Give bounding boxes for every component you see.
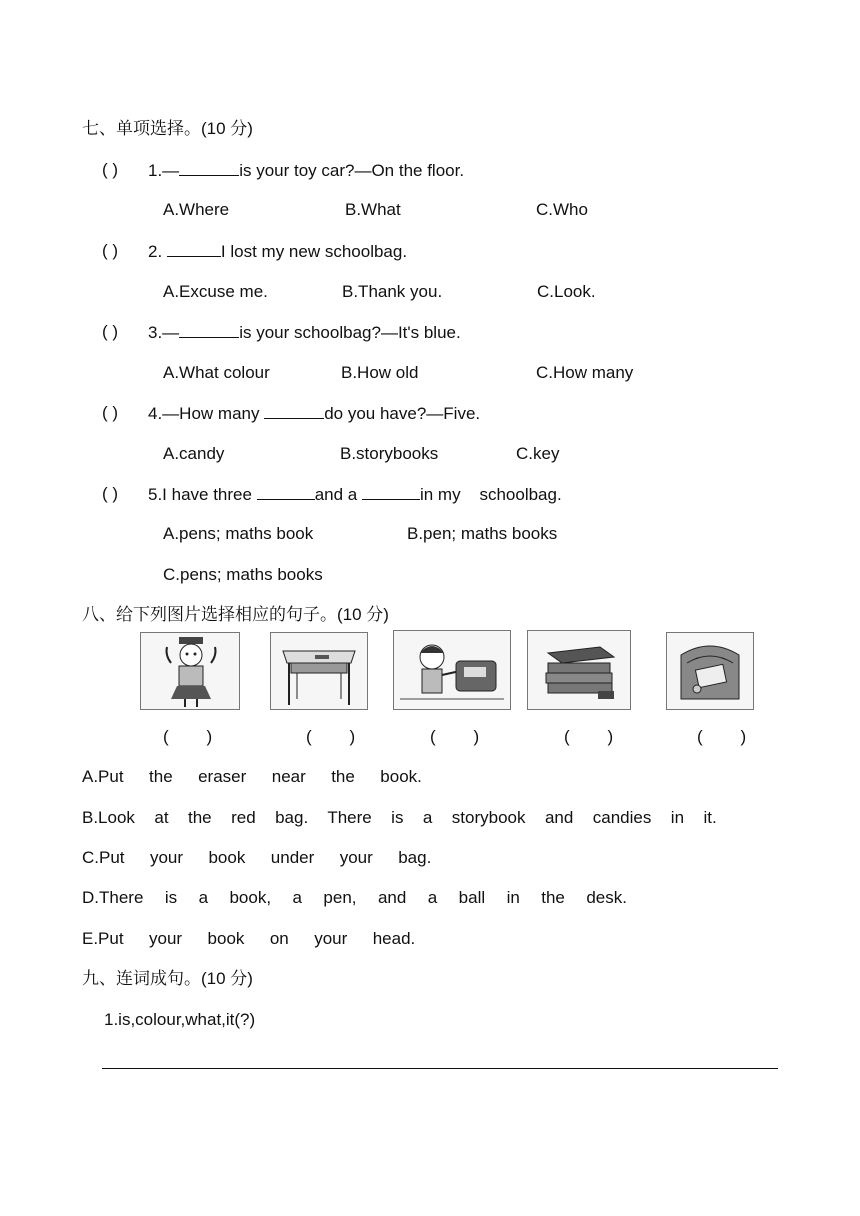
q2-option-b: B.Thank you. xyxy=(342,282,443,301)
question-2 xyxy=(148,240,407,263)
question-5-tail: in my schoolbag. xyxy=(419,485,562,504)
q5-option-a: A.pens; maths book xyxy=(163,524,314,543)
stack-of-books-icon xyxy=(527,630,631,710)
image-2-answer-paren: ( ) xyxy=(306,727,356,746)
blank xyxy=(362,483,420,500)
q4-option-b: B.storybooks xyxy=(340,444,439,463)
question-4 xyxy=(148,402,480,425)
question-3-tail: is your schoolbag?—It's blue. xyxy=(239,323,461,342)
blank xyxy=(257,483,315,500)
blank xyxy=(167,240,221,257)
question-1-tail: is your toy car?—On the floor. xyxy=(239,161,465,180)
girl-with-bag-icon xyxy=(393,630,511,710)
blank xyxy=(264,402,324,419)
image-1-answer-paren: ( ) xyxy=(163,727,213,746)
girl-with-book-on-head-icon xyxy=(140,632,240,710)
answer-paren-q4: ( ) xyxy=(102,403,119,422)
answer-line[interactable] xyxy=(102,1068,778,1069)
q5-option-b: B.pen; maths books xyxy=(407,524,558,543)
q1-option-c: C.Who xyxy=(536,200,588,219)
answer-paren-q1: ( ) xyxy=(102,160,119,179)
q1-option-a: A.Where xyxy=(163,200,230,219)
q2-option-c: C.Look. xyxy=(537,282,596,301)
blank xyxy=(179,159,239,176)
desk-icon xyxy=(270,632,368,710)
q3-option-b: B.How old xyxy=(341,363,419,382)
q5-option-c: C.pens; maths books xyxy=(163,565,323,584)
sentence-e: E.Put your book on your head. xyxy=(82,929,416,948)
section-8-title: 八、给下列图片选择相应的句子。(10 分) xyxy=(82,605,389,624)
q3-option-c: C.How many xyxy=(536,363,634,382)
image-4-answer-paren: ( ) xyxy=(564,727,614,746)
question-5-middle: and a xyxy=(314,485,362,504)
answer-paren-q3: ( ) xyxy=(102,322,119,341)
question-3-lead: 3.— xyxy=(148,323,180,342)
question-1 xyxy=(148,159,464,182)
q2-option-a: A.Excuse me. xyxy=(163,282,268,301)
question-5 xyxy=(148,483,562,506)
section-7-title: 七、单项选择。(10 分) xyxy=(82,119,253,138)
sentence-b: B.Look at the red bag. There is a storybook and candies in it. xyxy=(82,808,717,827)
image-3-answer-paren: ( ) xyxy=(430,727,480,746)
blank xyxy=(179,321,239,338)
open-schoolbag-icon xyxy=(666,632,754,710)
q4-option-a: A.candy xyxy=(163,444,225,463)
answer-paren-q2: ( ) xyxy=(102,241,119,260)
word-order-item-1: 1.is,colour,what,it(?) xyxy=(104,1010,256,1029)
sentence-a: A.Put the eraser near the book. xyxy=(82,767,422,786)
image-5-answer-paren: ( ) xyxy=(697,727,747,746)
question-4-lead: 4.—How many xyxy=(148,404,265,423)
q1-option-b: B.What xyxy=(345,200,401,219)
sentence-d: D.There is a book, a pen, and a ball in the desk. xyxy=(82,888,627,907)
section-9-title: 九、连词成句。(10 分) xyxy=(82,969,253,988)
question-5-lead: 5.I have three xyxy=(148,485,257,504)
question-3 xyxy=(148,321,461,344)
answer-paren-q5: ( ) xyxy=(102,484,119,503)
question-2-lead: 2. xyxy=(148,242,167,261)
question-4-tail: do you have?—Five. xyxy=(324,404,481,423)
question-1-lead: 1.— xyxy=(148,161,180,180)
question-2-tail: I lost my new schoolbag. xyxy=(220,242,408,261)
q3-option-a: A.What colour xyxy=(163,363,270,382)
sentence-c: C.Put your book under your bag. xyxy=(82,848,432,867)
q4-option-c: C.key xyxy=(516,444,560,463)
